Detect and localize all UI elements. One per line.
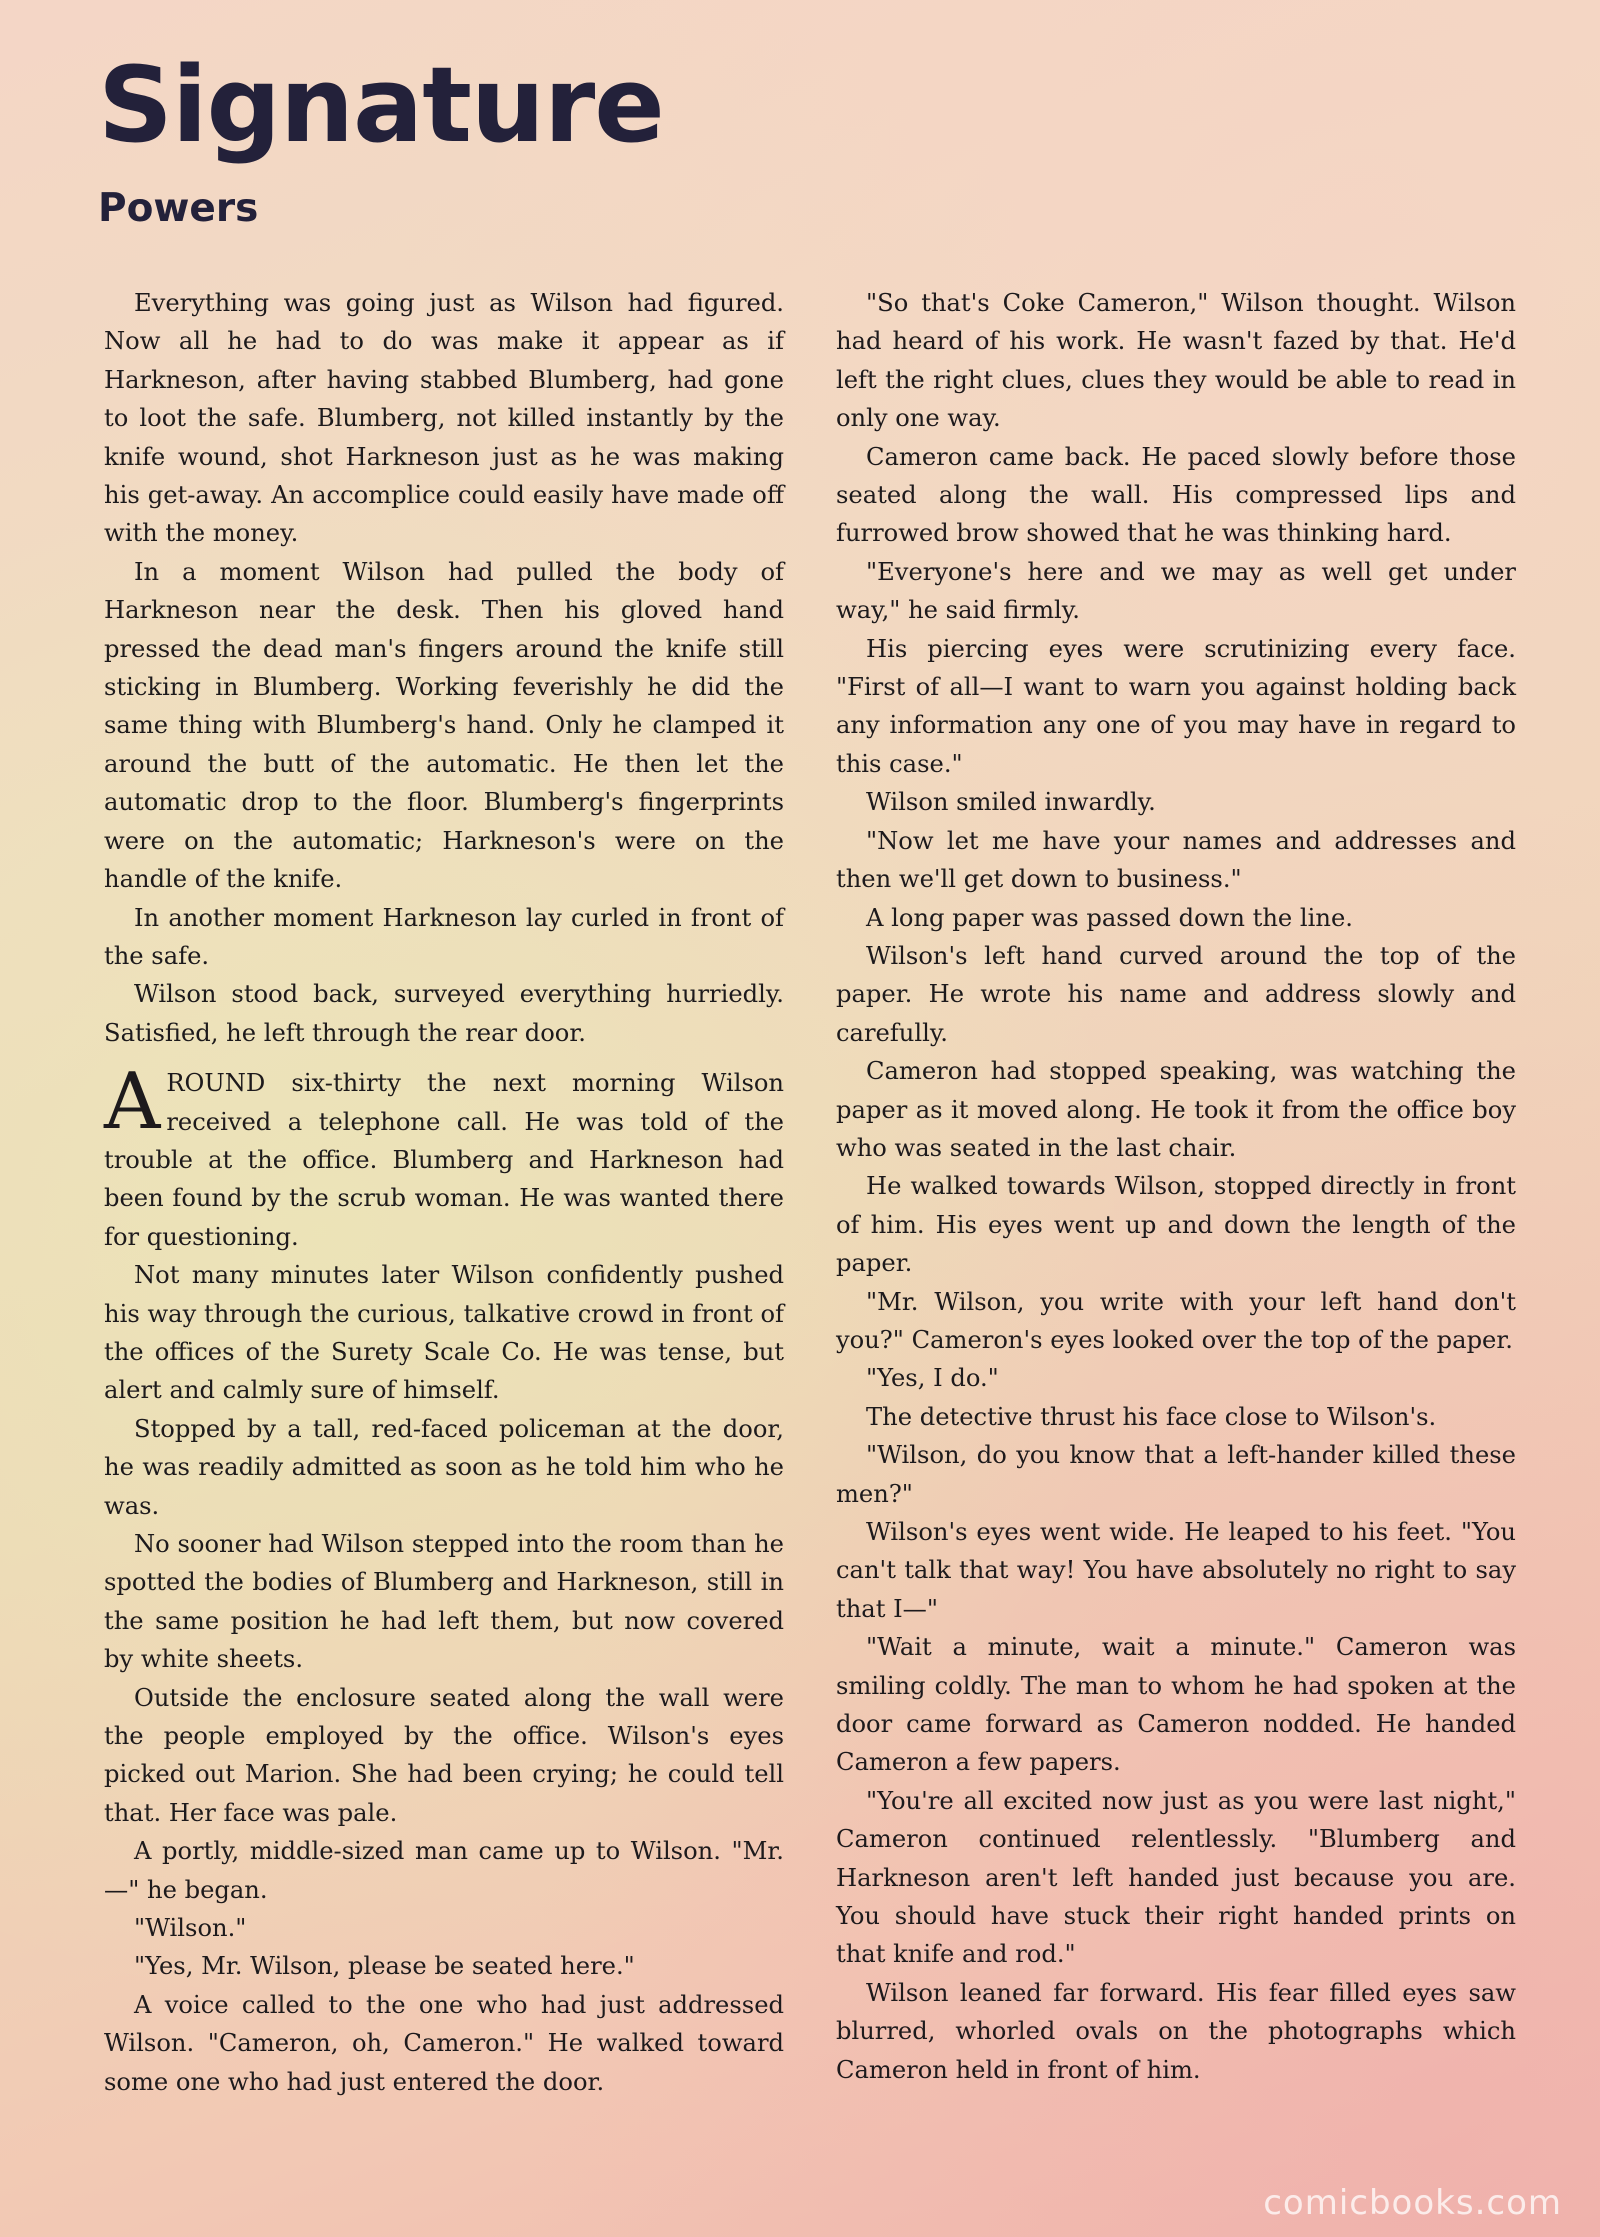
paragraph: A portly, middle-sized man came up to Wilson. "Mr.—" he began. [104,1837,784,1904]
left-column [104,284,784,2101]
paragraph: The detective thrust his face close to Wilson's. [866,1402,1437,1431]
small-caps-lead: ROUND [166,1069,266,1098]
paragraph: "So that's Coke Cameron," Wilson thought. Wilson had heard of his work. He wasn't fazed by that. He'd left the right clues, clues they would be able to read in only one way. [836,289,1516,433]
paragraph: Everything was going just as Wilson had figured. Now all he had to do was make it appear as if Harkneson, after having stabbed Blumberg, had gone to loot the safe. Blumberg, not killed instantly by the knife wound, shot Harkneson just as he was making his get-away. An accomplice could easily have made off with the money. [104,289,784,548]
paragraph: Outside the enclosure seated along the wall were the people employed by the office. Wilson's eyes picked out Marion. She had been crying; he could tell that. Her face was pale. [104,1683,784,1827]
story-author: Powers [98,186,259,231]
paragraph: Stopped by a tall, red-faced policeman at the door, he was readily admitted as soon as he told him who he was. [104,1414,784,1520]
paragraph: A voice called to the one who had just addressed Wilson. "Cameron, oh, Cameron." He walked toward some one who had just entered the door. [104,1990,784,2096]
paragraph: Cameron came back. He paced slowly before those seated along the wall. His compressed lips and furrowed brow showed that he was thinking hard. [836,442,1516,548]
paragraph: In a moment Wilson had pulled the body of Harkneson near the desk. Then his gloved hand pressed the dead man's fingers around the knife still sticking in Blumberg. Working feverishly he did the same thing with Blumberg's hand. Only he clamped it around the butt of the automatic. He then let the automatic drop to the floor. Blumberg's fingerprints were on the automatic; Harkneson's were on the handle of the knife. [104,557,784,894]
paragraph-text: six-thirty the next morning Wilson received a telephone call. He was told of the trouble at the office. Blumberg and Harkneson had been found by the scrub woman. He was wanted there for questioning. [104,1069,784,1251]
paragraph: He walked towards Wilson, stopped directly in front of him. His eyes went up and down the length of the paper. [836,1172,1516,1278]
paragraph: "You're all excited now just as you were last night," Cameron continued relentlessly. "Blumberg and Harkneson aren't left handed just because you are. You should have stuck their right handed prints on that knife and rod." [836,1786,1516,1969]
paragraph: "Yes, I do." [866,1364,999,1393]
site-watermark: comicbooks.com [1263,2183,1562,2223]
paragraph: Wilson's eyes went wide. He leaped to his feet. "You can't talk that way! You have absolutely no right to say that I—" [836,1518,1516,1623]
section-opening-paragraph [104,1057,784,1256]
paragraph: "Everyone's here and we may as well get under way," he said firmly. [836,557,1516,625]
paragraph: Not many minutes later Wilson confidently pushed his way through the curious, talkative crowd in front of the offices of the Surety Scale Co. He was tense, but alert and calmly sure of himself. [104,1261,784,1405]
paragraph: A long paper was passed down the line. [866,903,1353,932]
paragraph: Wilson's left hand curved around the top of the paper. He wrote his name and address slowly and carefully. [836,941,1516,1047]
paragraph: Cameron had stopped speaking, was watching the paper as it moved along. He took it from the office boy who was seated in the last chair. [836,1057,1516,1162]
paragraph: "Mr. Wilson, you write with your left hand don't you?" Cameron's eyes looked over the top of the paper. [836,1287,1516,1354]
paragraph: "Wait a minute, wait a minute." Cameron was smiling coldly. The man to whom he had spoken at the door came forward as Cameron nodded. He handed Cameron a few papers. [836,1633,1516,1777]
paragraph: "Now let me have your names and addresses and then we'll get down to business." [836,826,1516,894]
paragraph: No sooner had Wilson stepped into the room than he spotted the bodies of Blumberg and Harkneson, still in the same position he had left them, but now covered by white sheets. [104,1530,784,1674]
paragraph: "Yes, Mr. Wilson, please be seated here." [134,1952,635,1981]
drop-cap: A [104,1057,161,1148]
paragraph: Wilson smiled inwardly. [866,788,1156,817]
paragraph: In another moment Harkneson lay curled in front of the safe. [104,903,784,970]
paragraph: "Wilson, do you know that a left-hander killed these men?" [836,1441,1516,1508]
paragraph: Wilson stood back, surveyed everything hurriedly. Satisfied, he left through the rear door. [104,980,784,1047]
story-title: Signature [98,44,664,166]
paragraph: "Wilson." [134,1914,247,1943]
paragraph: Wilson leaned far forward. His fear filled eyes saw blurred, whorled ovals on the photographs which Cameron held in front of him. [836,1978,1516,2084]
right-column [836,284,1516,2089]
paragraph: His piercing eyes were scrutinizing every face. "First of all—I want to warn you against holding back any information any one of you may have in regard to this case." [836,634,1516,778]
